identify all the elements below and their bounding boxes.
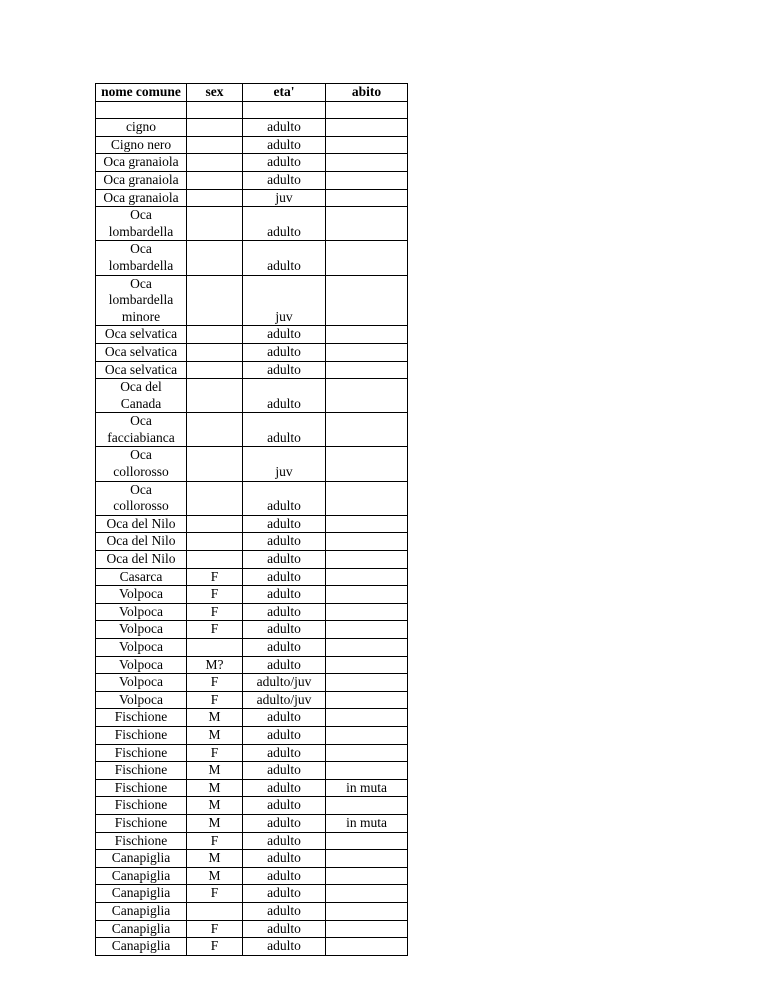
cell-sex — [187, 275, 243, 326]
cell-eta: adulto — [243, 379, 326, 413]
cell-eta — [243, 101, 326, 119]
header-row — [96, 84, 408, 102]
cell-nome-comune: Fischione — [96, 762, 187, 780]
cell-nome-comune: Oca selvatica — [96, 326, 187, 344]
table-row — [96, 154, 408, 172]
cell-sex — [187, 241, 243, 275]
cell-sex: M — [187, 709, 243, 727]
cell-eta: adulto — [243, 361, 326, 379]
cell-abito — [326, 171, 408, 189]
cell-eta: adulto — [243, 867, 326, 885]
cell-eta: adulto — [243, 551, 326, 569]
cell-abito — [326, 726, 408, 744]
cell-sex — [187, 326, 243, 344]
cell-eta: adulto — [243, 762, 326, 780]
cell-sex — [187, 533, 243, 551]
cell-nome-comune: Oca del Nilo — [96, 515, 187, 533]
table-row — [96, 551, 408, 569]
table-row — [96, 101, 408, 119]
table-row — [96, 920, 408, 938]
cell-sex — [187, 515, 243, 533]
cell-abito — [326, 621, 408, 639]
cell-abito — [326, 920, 408, 938]
cell-eta: adulto — [243, 481, 326, 515]
cell-nome-comune: Fischione — [96, 814, 187, 832]
cell-sex — [187, 639, 243, 657]
table-row — [96, 447, 408, 481]
cell-sex: F — [187, 568, 243, 586]
cell-nome-comune: Volpoca — [96, 691, 187, 709]
cell-nome-comune: Oca del Canada — [96, 379, 187, 413]
table-row — [96, 938, 408, 956]
table-row — [96, 119, 408, 137]
cell-nome-comune: Oca collorosso — [96, 447, 187, 481]
cell-abito — [326, 379, 408, 413]
table-row — [96, 171, 408, 189]
cell-eta: adulto — [243, 885, 326, 903]
cell-nome-comune: Oca del Nilo — [96, 533, 187, 551]
table-row — [96, 779, 408, 797]
cell-eta: adulto — [243, 171, 326, 189]
cell-nome-comune: Oca facciabianca — [96, 413, 187, 447]
cell-nome-comune: Canapiglia — [96, 920, 187, 938]
cell-sex: F — [187, 586, 243, 604]
cell-sex: F — [187, 744, 243, 762]
cell-nome-comune: Oca granaiola — [96, 171, 187, 189]
cell-eta: adulto — [243, 343, 326, 361]
cell-abito — [326, 481, 408, 515]
header-nome-comune: nome comune — [96, 84, 187, 102]
table-row — [96, 361, 408, 379]
cell-sex: M — [187, 726, 243, 744]
cell-nome-comune: Fischione — [96, 832, 187, 850]
table-row — [96, 744, 408, 762]
cell-sex — [187, 481, 243, 515]
cell-sex: M — [187, 867, 243, 885]
cell-nome-comune: Fischione — [96, 797, 187, 815]
cell-abito — [326, 361, 408, 379]
cell-eta: adulto — [243, 779, 326, 797]
cell-eta: adulto — [243, 639, 326, 657]
cell-eta: adulto — [243, 207, 326, 241]
table-row — [96, 603, 408, 621]
cell-sex: M? — [187, 656, 243, 674]
cell-eta: adulto — [243, 832, 326, 850]
cell-abito — [326, 902, 408, 920]
table-row — [96, 241, 408, 275]
cell-nome-comune: Volpoca — [96, 674, 187, 692]
cell-sex: M — [187, 814, 243, 832]
cell-eta: adulto — [243, 603, 326, 621]
table-row — [96, 726, 408, 744]
table-row — [96, 413, 408, 447]
table-row — [96, 189, 408, 207]
cell-abito — [326, 885, 408, 903]
cell-sex: M — [187, 762, 243, 780]
cell-sex: F — [187, 691, 243, 709]
cell-nome-comune: Canapiglia — [96, 850, 187, 868]
cell-sex — [187, 136, 243, 154]
cell-abito — [326, 326, 408, 344]
cell-nome-comune: Oca lombardella — [96, 207, 187, 241]
cell-sex: F — [187, 603, 243, 621]
cell-abito — [326, 343, 408, 361]
cell-nome-comune: Oca del Nilo — [96, 551, 187, 569]
cell-abito — [326, 275, 408, 326]
cell-eta: adulto — [243, 586, 326, 604]
cell-sex: F — [187, 938, 243, 956]
species-table — [95, 83, 408, 956]
header-eta: eta' — [243, 84, 326, 102]
cell-sex — [187, 343, 243, 361]
cell-sex: F — [187, 885, 243, 903]
cell-eta: adulto — [243, 938, 326, 956]
table-row — [96, 797, 408, 815]
cell-nome-comune: Oca selvatica — [96, 343, 187, 361]
cell-nome-comune: Volpoca — [96, 639, 187, 657]
table-row — [96, 639, 408, 657]
cell-eta: adulto — [243, 920, 326, 938]
cell-sex: F — [187, 832, 243, 850]
cell-nome-comune — [96, 101, 187, 119]
cell-abito — [326, 189, 408, 207]
table-row — [96, 709, 408, 727]
table-row — [96, 568, 408, 586]
cell-sex — [187, 551, 243, 569]
cell-nome-comune: Oca selvatica — [96, 361, 187, 379]
table-row — [96, 136, 408, 154]
cell-abito — [326, 762, 408, 780]
cell-abito: in muta — [326, 779, 408, 797]
cell-abito — [326, 586, 408, 604]
table-row — [96, 275, 408, 326]
cell-eta: adulto — [243, 533, 326, 551]
cell-nome-comune: Fischione — [96, 744, 187, 762]
cell-abito — [326, 674, 408, 692]
cell-sex: F — [187, 674, 243, 692]
cell-eta: adulto — [243, 902, 326, 920]
cell-abito — [326, 832, 408, 850]
cell-abito — [326, 241, 408, 275]
cell-abito — [326, 603, 408, 621]
cell-eta: adulto — [243, 726, 326, 744]
table-row — [96, 481, 408, 515]
cell-abito — [326, 551, 408, 569]
table-row — [96, 832, 408, 850]
cell-sex — [187, 413, 243, 447]
cell-abito — [326, 207, 408, 241]
cell-nome-comune: Canapiglia — [96, 902, 187, 920]
cell-sex — [187, 361, 243, 379]
cell-eta: adulto — [243, 241, 326, 275]
table-row — [96, 656, 408, 674]
table-row — [96, 902, 408, 920]
cell-abito — [326, 850, 408, 868]
table-row — [96, 850, 408, 868]
cell-eta: juv — [243, 447, 326, 481]
table-row — [96, 326, 408, 344]
cell-nome-comune: Oca lombardella — [96, 241, 187, 275]
cell-eta: adulto — [243, 154, 326, 172]
cell-eta: juv — [243, 189, 326, 207]
cell-sex: F — [187, 920, 243, 938]
cell-sex — [187, 154, 243, 172]
table-row — [96, 586, 408, 604]
cell-eta: adulto — [243, 797, 326, 815]
cell-abito — [326, 101, 408, 119]
cell-eta: adulto — [243, 621, 326, 639]
table-row — [96, 867, 408, 885]
cell-abito — [326, 136, 408, 154]
cell-abito — [326, 639, 408, 657]
cell-sex: M — [187, 850, 243, 868]
cell-eta: adulto — [243, 709, 326, 727]
cell-eta: adulto/juv — [243, 691, 326, 709]
table-row — [96, 814, 408, 832]
table-row — [96, 207, 408, 241]
cell-eta: adulto — [243, 568, 326, 586]
cell-nome-comune: Canapiglia — [96, 885, 187, 903]
cell-abito — [326, 867, 408, 885]
table-row — [96, 691, 408, 709]
cell-abito — [326, 709, 408, 727]
header-sex: sex — [187, 84, 243, 102]
cell-sex — [187, 207, 243, 241]
cell-eta: adulto — [243, 119, 326, 137]
cell-eta: adulto — [243, 413, 326, 447]
table-row — [96, 343, 408, 361]
cell-eta: adulto — [243, 515, 326, 533]
cell-abito — [326, 154, 408, 172]
table-row — [96, 885, 408, 903]
cell-nome-comune: Oca granaiola — [96, 154, 187, 172]
table-row — [96, 621, 408, 639]
cell-sex — [187, 119, 243, 137]
cell-nome-comune: Fischione — [96, 709, 187, 727]
cell-sex — [187, 171, 243, 189]
table-row — [96, 674, 408, 692]
table-row — [96, 533, 408, 551]
cell-eta: adulto — [243, 136, 326, 154]
cell-nome-comune: Volpoca — [96, 656, 187, 674]
cell-sex: F — [187, 621, 243, 639]
cell-eta: adulto — [243, 850, 326, 868]
cell-abito — [326, 797, 408, 815]
cell-nome-comune: Oca granaiola — [96, 189, 187, 207]
cell-abito — [326, 744, 408, 762]
cell-eta: adulto — [243, 814, 326, 832]
cell-eta: adulto — [243, 326, 326, 344]
cell-nome-comune: Fischione — [96, 779, 187, 797]
cell-abito — [326, 656, 408, 674]
table-row — [96, 515, 408, 533]
cell-sex: M — [187, 779, 243, 797]
cell-eta: adulto/juv — [243, 674, 326, 692]
cell-nome-comune: Canapiglia — [96, 938, 187, 956]
table-row — [96, 762, 408, 780]
cell-nome-comune: Cigno nero — [96, 136, 187, 154]
cell-abito — [326, 938, 408, 956]
cell-nome-comune: Oca collorosso — [96, 481, 187, 515]
cell-nome-comune: Oca lombardella minore — [96, 275, 187, 326]
cell-abito — [326, 447, 408, 481]
cell-abito — [326, 533, 408, 551]
cell-abito — [326, 413, 408, 447]
cell-abito: in muta — [326, 814, 408, 832]
cell-abito — [326, 515, 408, 533]
cell-abito — [326, 568, 408, 586]
cell-nome-comune: cigno — [96, 119, 187, 137]
table-row — [96, 379, 408, 413]
cell-eta: juv — [243, 275, 326, 326]
cell-nome-comune: Volpoca — [96, 603, 187, 621]
cell-sex — [187, 101, 243, 119]
cell-nome-comune: Fischione — [96, 726, 187, 744]
cell-nome-comune: Volpoca — [96, 586, 187, 604]
cell-nome-comune: Canapiglia — [96, 867, 187, 885]
cell-sex — [187, 379, 243, 413]
cell-nome-comune: Casarca — [96, 568, 187, 586]
header-abito: abito — [326, 84, 408, 102]
cell-abito — [326, 691, 408, 709]
cell-sex: M — [187, 797, 243, 815]
cell-sex — [187, 189, 243, 207]
cell-sex — [187, 902, 243, 920]
cell-eta: adulto — [243, 744, 326, 762]
table-body — [96, 101, 408, 955]
cell-abito — [326, 119, 408, 137]
cell-sex — [187, 447, 243, 481]
cell-eta: adulto — [243, 656, 326, 674]
cell-nome-comune: Volpoca — [96, 621, 187, 639]
